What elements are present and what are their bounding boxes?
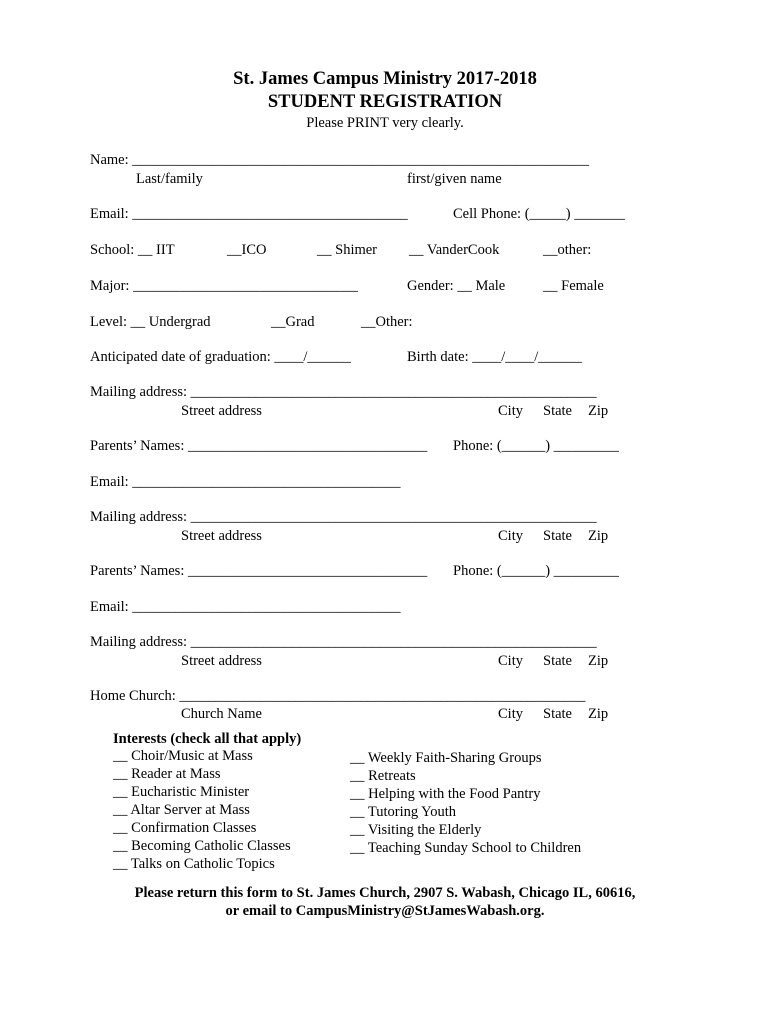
state-hint: State bbox=[543, 403, 572, 419]
city-hint: City bbox=[498, 706, 523, 722]
name-hint-first: first/given name bbox=[407, 171, 502, 187]
parents-mailing-address-field-2[interactable]: Mailing address: ________________________________________________________ bbox=[90, 634, 597, 650]
interest-option[interactable]: __ Visiting the Elderly bbox=[350, 822, 482, 838]
city-hint: City bbox=[498, 528, 523, 544]
state-hint: State bbox=[543, 528, 572, 544]
street-address-hint: Street address bbox=[181, 403, 262, 419]
interests-heading: Interests (check all that apply) bbox=[113, 731, 302, 747]
interest-option[interactable]: __ Reader at Mass bbox=[113, 766, 221, 782]
email-field[interactable]: Email: ______________________________________ bbox=[90, 206, 408, 222]
parents-mailing-address-field[interactable]: Mailing address: ________________________________________________________ bbox=[90, 509, 597, 525]
major-field[interactable]: Major: _______________________________ bbox=[90, 278, 358, 294]
interest-option[interactable]: __ Altar Server at Mass bbox=[113, 802, 250, 818]
parents-names-field-2[interactable]: Parents’ Names: _________________________________ bbox=[90, 563, 428, 579]
street-address-hint: Street address bbox=[181, 653, 262, 669]
zip-hint: Zip bbox=[588, 528, 609, 544]
zip-hint: Zip bbox=[588, 653, 609, 669]
level-undergrad-option[interactable]: Level: __ Undergrad bbox=[90, 314, 211, 330]
return-email: or email to CampusMinistry@StJamesWabash.org. bbox=[225, 903, 545, 919]
cell-phone-field[interactable]: Cell Phone: (_____) _______ bbox=[453, 206, 625, 222]
interest-option[interactable]: __ Weekly Faith-Sharing Groups bbox=[350, 750, 542, 766]
parents-email-field-2[interactable]: Email: _____________________________________ bbox=[90, 599, 401, 615]
page-subtitle: STUDENT REGISTRATION bbox=[267, 92, 503, 112]
zip-hint: Zip bbox=[588, 706, 609, 722]
parents-phone-field-2[interactable]: Phone: (______) _________ bbox=[453, 563, 619, 579]
church-name-hint: Church Name bbox=[181, 706, 262, 722]
gender-male-option[interactable]: Gender: __ Male bbox=[407, 278, 506, 294]
name-field[interactable]: Name: _______________________________________________________________ bbox=[90, 152, 590, 168]
school-shimer-option[interactable]: __ Shimer bbox=[317, 242, 378, 258]
school-iit-option[interactable]: School: __ IIT bbox=[90, 242, 175, 258]
instruction-text: Please PRINT very clearly. bbox=[306, 115, 464, 131]
interest-option[interactable]: __ Confirmation Classes bbox=[113, 820, 257, 836]
city-hint: City bbox=[498, 403, 523, 419]
interest-option[interactable]: __ Becoming Catholic Classes bbox=[113, 838, 291, 854]
school-other-option[interactable]: __other: bbox=[543, 242, 592, 258]
level-other-option[interactable]: __Other: bbox=[361, 314, 413, 330]
interest-option[interactable]: __ Tutoring Youth bbox=[350, 804, 456, 820]
return-instructions: Please return this form to St. James Church, 2907 S. Wabash, Chicago IL, 60616, bbox=[134, 885, 636, 901]
name-hint-last: Last/family bbox=[136, 171, 203, 187]
level-grad-option[interactable]: __Grad bbox=[271, 314, 315, 330]
state-hint: State bbox=[543, 653, 572, 669]
interest-option[interactable]: __ Choir/Music at Mass bbox=[113, 748, 253, 764]
parents-names-field[interactable]: Parents’ Names: _________________________________ bbox=[90, 438, 428, 454]
interest-option[interactable]: __ Retreats bbox=[350, 768, 416, 784]
parents-email-field[interactable]: Email: _____________________________________ bbox=[90, 474, 401, 490]
graduation-date-field[interactable]: Anticipated date of graduation: ____/______ bbox=[90, 349, 351, 365]
city-hint: City bbox=[498, 653, 523, 669]
zip-hint: Zip bbox=[588, 403, 609, 419]
school-ico-option[interactable]: __ICO bbox=[227, 242, 267, 258]
home-church-field[interactable]: Home Church: ________________________________________________________ bbox=[90, 688, 586, 704]
interest-option[interactable]: __ Talks on Catholic Topics bbox=[113, 856, 275, 872]
birth-date-field[interactable]: Birth date: ____/____/______ bbox=[407, 349, 582, 365]
interest-option[interactable]: __ Teaching Sunday School to Children bbox=[350, 840, 582, 856]
interest-option[interactable]: __ Eucharistic Minister bbox=[113, 784, 250, 800]
gender-female-option[interactable]: __ Female bbox=[543, 278, 604, 294]
street-address-hint: Street address bbox=[181, 528, 262, 544]
state-hint: State bbox=[543, 706, 572, 722]
mailing-address-field[interactable]: Mailing address: ________________________________________________________ bbox=[90, 384, 597, 400]
page-title: St. James Campus Ministry 2017-2018 bbox=[233, 69, 537, 89]
interest-option[interactable]: __ Helping with the Food Pantry bbox=[350, 786, 541, 802]
parents-phone-field[interactable]: Phone: (______) _________ bbox=[453, 438, 619, 454]
school-vandercook-option[interactable]: __ VanderCook bbox=[409, 242, 500, 258]
